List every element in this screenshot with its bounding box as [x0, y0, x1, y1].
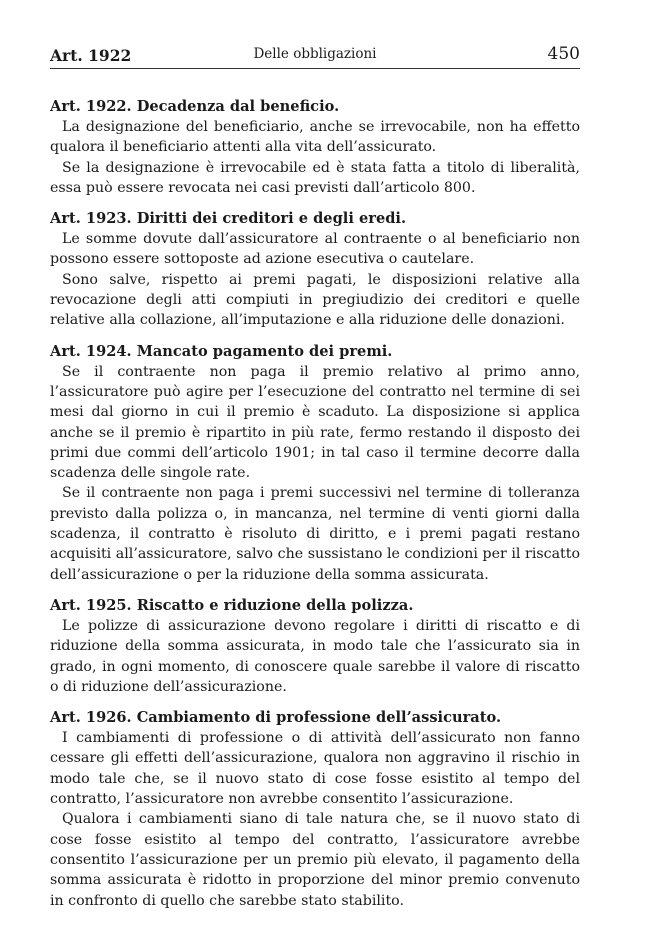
article-title: Art. 1926. Cambiamento di professione dell’assicurato. [50, 709, 502, 727]
article-1925 [50, 595, 580, 697]
running-header [50, 38, 580, 69]
article-paragraph: Qualora i cambiamenti siano di tale natura che, se il nuovo stato di cose fosse esistito al tempo del contratto, l’assicuratore avrebbe consentito l’assicurazione per un premio più elevato, il pagamento della somma assicurata è ridotto in proporzione del minor premio convenuto in confronto di quello che sarebbe stato stabilito. [50, 811, 580, 909]
article-1926 [50, 707, 580, 911]
article-paragraph: Le polizze di assicurazione devono regolare i diritti di riscatto e di riduzione della somma assicurata, in modo tale che l’assicurato sia in grado, in ogni momento, di conoscere quale sarebbe il valore di riscatto o di riduzione dell’assicurazione. [50, 617, 580, 695]
article-paragraph: Se il contraente non paga il premio relativo al primo anno, l’assicuratore può agire per l’esecuzione del contratto nel termine di sei mesi dal giorno in cui il premio è scaduto. La disposizione si applica anche se il premio è ripartito in più rate, fermo restando il disposto dei primi due commi dell’articolo 1901; in tal caso il termine decorre dalla scadenza delle singole rate. [50, 363, 580, 482]
page-number: 450 [547, 44, 580, 64]
article-paragraph: Sono salve, rispetto ai premi pagati, le disposizioni relative alla revocazione degli atti compiuti in pregiudizio dei creditori e quelle relative alla collazione, all’imputazione e alla riduzione delle donazioni. [50, 271, 580, 329]
article-paragraph: Se la designazione è irrevocabile ed è stata fatta a titolo di liberalità, essa può essere revocata nei casi previsti dall’articolo 800. [50, 159, 580, 196]
page-body [50, 96, 580, 921]
article-title: Art. 1924. Mancato pagamento dei premi. [50, 342, 393, 360]
article-paragraph: La designazione del beneficiario, anche se irrevocabile, non ha effetto qualora il beneficiario attenti alla vita dell’assicurato. [50, 119, 580, 156]
article-1923 [50, 208, 580, 330]
article-paragraph: Le somme dovute dall’assicuratore al contraente o al beneficiario non possono essere sottoposte ad azione esecutiva o cautelare. [50, 231, 580, 268]
article-paragraph: I cambiamenti di professione o di attività dell’assicurato non fanno cessare gli effetti dell’assicurazione, qualora non aggravino il rischio in modo tale che, se il nuovo stato di cose fosse esistito al tempo del contratto, l’assicuratore non avrebbe consentito l’assicurazione. [50, 730, 580, 808]
article-title: Art. 1923. Diritti dei creditori e degli eredi. [50, 210, 407, 228]
article-1924 [50, 341, 580, 585]
header-section-title: Delle obbligazioni [253, 46, 377, 62]
article-title: Art. 1925. Riscatto e riduzione della polizza. [50, 596, 414, 614]
article-1922 [50, 96, 580, 198]
article-paragraph: Se il contraente non paga i premi successivi nel termine di tolleranza previsto dalla polizza o, in mancanza, nel termine di venti giorni dalla scadenza, il contratto è risoluto di diritto, e i premi pagati restano acquisiti all’assicuratore, salvo che sussistano le condizioni per il riscatto dell’assicurazione o per la riduzione della somma assicurata. [50, 485, 580, 583]
header-article-ref: Art. 1922 [50, 46, 132, 65]
document-page [50, 0, 580, 929]
article-title: Art. 1922. Decadenza dal beneficio. [50, 98, 340, 115]
